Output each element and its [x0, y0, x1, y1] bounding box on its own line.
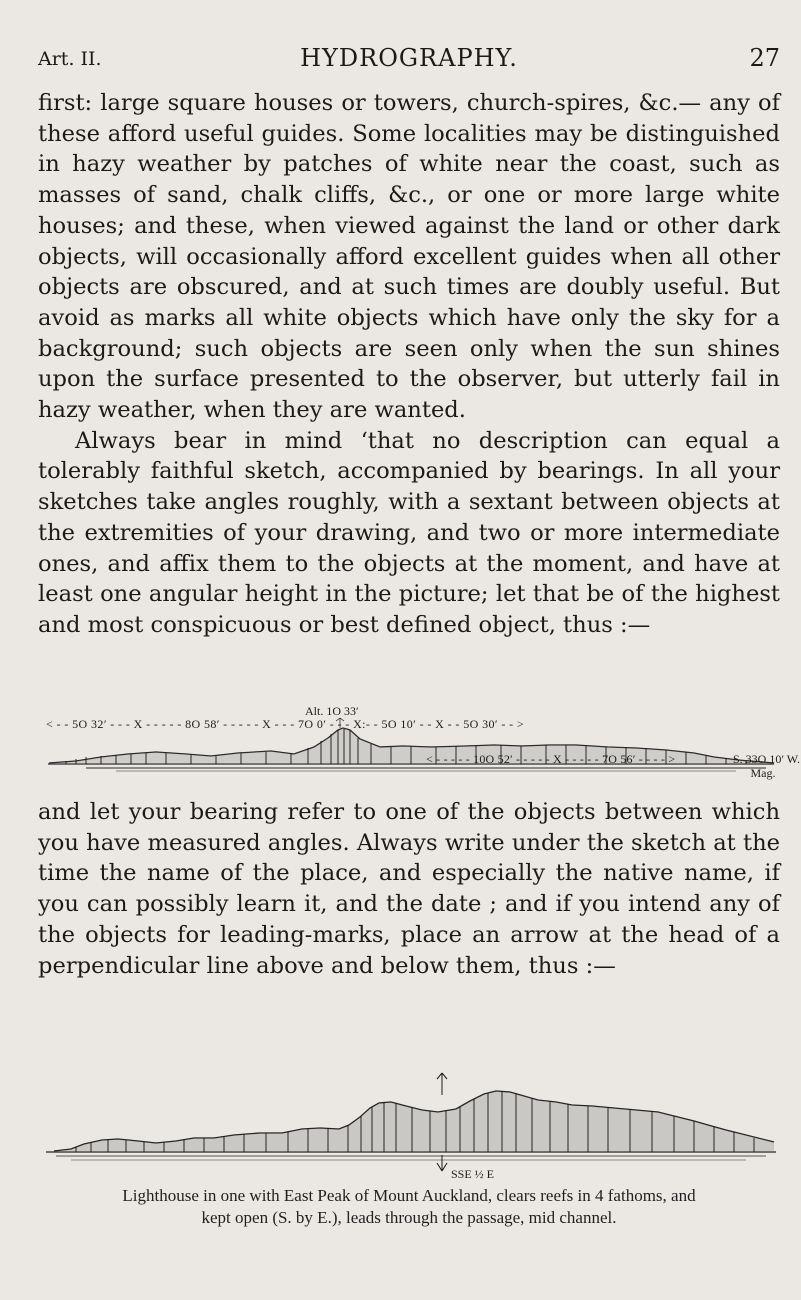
- caption-line-2: kept open (S. by E.), leads through the passage, mid channel.: [201, 1208, 617, 1227]
- sketch-with-angles: [46, 704, 800, 782]
- text-block-middle: [38, 797, 780, 981]
- section-label: Art. II.: [38, 48, 102, 70]
- sketch-leading-marks: [46, 1067, 776, 1182]
- sketch-1-top-angles: < - - 5O 32′ - - - X - - - - - 8O 58′ - - - - - X - - - 7O 0′ - - - X:- - 5O 10′ - - X - - 5O 30′ - - >: [46, 717, 525, 731]
- paragraph-2: Always bear in mind ʻthat no description can equal a tolerably faithful sketch, accompanied by bearings. In all your sketches take angles roughly, with a sextant between objects at the extremities of your drawing, and two or more intermediate ones, and affix them to the objects at the moment, and have at least one angular height in the picture; let that be of the highest and most conspicuous or best defined object, thus :—: [38, 427, 780, 638]
- sketch-1-bottom-angles: < - - - - - 10O 52′ - - - - - X - - - - - 7O 56′ - - - - >: [426, 752, 676, 766]
- page-header: [38, 44, 780, 74]
- magnetic-bearing-unit: Mag.: [750, 766, 776, 780]
- paragraph-3: and let your bearing refer to one of the objects between which you have measured angles. Always write under the sketch at the time the name of the place, and especially the native name, if you can possibly learn it, and the date ; and if you intend any of the objects for leading-marks, place an arrow at the head of a perpendicular line above and below them, thus :—: [38, 799, 780, 979]
- sketch-1-magnetic-bearing: [733, 752, 800, 780]
- sketch-1-altitude-label: Alt. 1O 33′: [305, 704, 359, 718]
- running-title: HYDROGRAPHY.: [300, 44, 518, 72]
- caption-line-1: Lighthouse in one with East Peak of Mount Auckland, clears reefs in 4 fathoms, and: [122, 1186, 696, 1205]
- magnetic-bearing-value: S. 33O 10′ W.: [733, 752, 800, 766]
- paragraph-1: first: large square houses or towers, church-spires, &c.— any of these afford useful guides. Some localities may be distinguished in hazy weather by patches of white near the coast, such as masses of sand, chalk cliffs, &c., or one or more large white houses; and these, when viewed against the land or other dark objects, will occasionally afford excellent guides when all other objects are obscured, and at such times are doubly useful. But avoid as marks all white objects which have only the sky for a background; such objects are seen only when the sun shines upon the surface presented to the observer, but utterly fail in hazy weather, when they are wanted.: [38, 90, 780, 424]
- sketch-2-drawing: [46, 1067, 776, 1182]
- sketch-caption: [48, 1185, 770, 1229]
- page-number: 27: [749, 44, 780, 72]
- sketch-2-bearing-label: SSE ½ E: [451, 1167, 495, 1181]
- text-block-top: [38, 88, 780, 641]
